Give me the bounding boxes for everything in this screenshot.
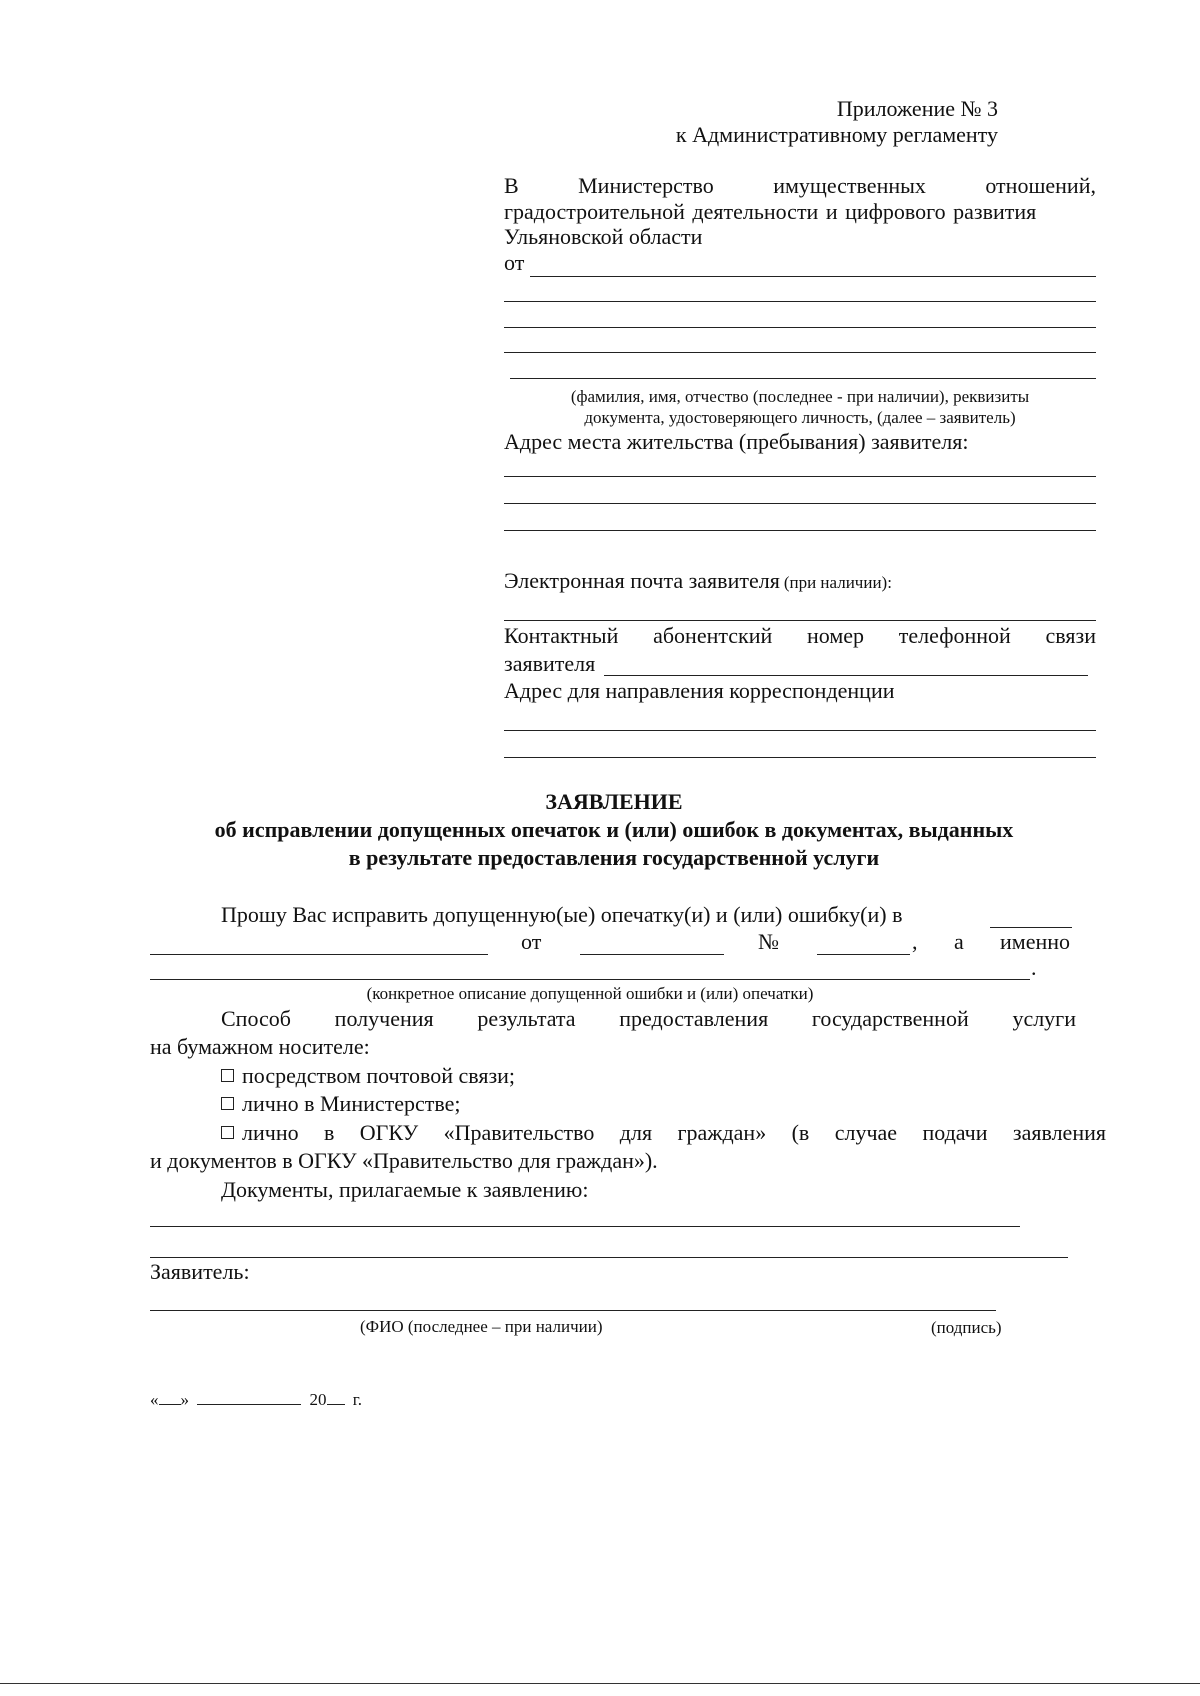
recipient-line-2: градостроительной деятельности и цифрового развития <box>504 199 1037 224</box>
correspondence-field-line[interactable] <box>504 757 1096 758</box>
option-word: лично <box>242 1120 299 1145</box>
phone-label-line-1 <box>504 623 1096 649</box>
attachments-field-line[interactable] <box>150 1226 1020 1227</box>
option-ministry[interactable] <box>221 1091 461 1117</box>
date-quote-close: » <box>180 1390 189 1409</box>
signature-field-line[interactable] <box>150 1310 996 1311</box>
applicant-hint: документа, удостоверяющего личность, (далее – заявитель) <box>584 408 1016 427</box>
method-word: государственной <box>811 1006 969 1031</box>
option-word: «Правительство <box>443 1120 595 1145</box>
method-word: получения <box>334 1006 434 1031</box>
address-field-line[interactable] <box>504 476 1096 477</box>
correspondence-field-line[interactable] <box>504 730 1096 731</box>
comma: , <box>912 929 918 954</box>
option-word: (в <box>791 1120 810 1145</box>
email-label-row <box>504 568 892 594</box>
option-word: заявления <box>1012 1120 1106 1145</box>
document-subtitle: об исправлении допущенных опечаток и (или) ошибок в документах, выданных <box>214 817 1014 842</box>
description-field-line[interactable] <box>150 979 1030 980</box>
email-hint: (при наличии): <box>783 573 892 592</box>
a-word: а <box>954 929 964 954</box>
method-line-2: на бумажном носителе: <box>150 1034 370 1059</box>
method-word: результата <box>477 1006 576 1031</box>
option-word: случае <box>834 1120 898 1145</box>
year-field[interactable] <box>327 1404 345 1405</box>
option-ogku-line-2: и документов в ОГКУ «Правительство для граждан»). <box>150 1148 658 1173</box>
namely-word: именно <box>1000 929 1071 954</box>
option-word: для <box>619 1120 653 1145</box>
option-word: в <box>323 1120 335 1145</box>
option-word: ОГКУ <box>359 1120 419 1145</box>
from-word: от <box>521 929 542 954</box>
year-prefix: 20 <box>309 1390 327 1409</box>
applicant-hint: (фамилия, имя, отчество (последнее - при наличии), реквизиты <box>570 387 1030 406</box>
attachments-field-line[interactable] <box>150 1257 1068 1258</box>
method-word: услуги <box>1012 1006 1076 1031</box>
phone-word: абонентский <box>653 623 773 648</box>
document-number-line[interactable] <box>817 954 910 955</box>
document-subtitle: в результате предоставления государственной услуги <box>348 845 880 870</box>
from-field-line[interactable] <box>530 276 1096 277</box>
option-ogku[interactable] <box>221 1120 1106 1146</box>
recipient-word: Министерство <box>578 173 714 198</box>
address-label: Адрес места жительства (пребывания) заявителя: <box>504 429 969 454</box>
recipient-word: В <box>504 173 519 198</box>
period: . <box>1031 955 1037 980</box>
from-field-line[interactable] <box>504 327 1096 328</box>
from-field-line[interactable] <box>510 378 1096 379</box>
document-name-line[interactable] <box>150 954 488 955</box>
method-word: Способ <box>221 1006 291 1031</box>
checkbox-icon[interactable] <box>221 1126 234 1139</box>
day-field[interactable] <box>159 1404 181 1405</box>
phone-word: связи <box>1045 623 1096 648</box>
phone-label-line-2: заявителя <box>504 651 596 676</box>
option-label: посредством почтовой связи; <box>242 1063 516 1088</box>
fio-hint: (ФИО (последнее – при наличии) <box>360 1317 603 1336</box>
option-label: лично в Министерстве; <box>242 1091 461 1116</box>
recipient-line-3: Ульяновской области <box>504 224 703 249</box>
from-field-line[interactable] <box>504 352 1096 353</box>
recipient-word: отношений, <box>985 173 1096 198</box>
number-sign: № <box>758 929 779 954</box>
method-line-1 <box>221 1006 1076 1032</box>
phone-word: телефонной <box>898 623 1011 648</box>
regulation-reference: к Административному регламенту <box>675 122 998 147</box>
date-quote-open: « <box>150 1390 159 1409</box>
option-word: подачи <box>922 1120 988 1145</box>
correspondence-label: Адрес для направления корреспонденции <box>504 678 895 703</box>
date-row <box>150 1390 362 1410</box>
year-suffix: г. <box>352 1390 363 1409</box>
page-edge-line <box>0 1683 1200 1684</box>
applicant-label: Заявитель: <box>150 1259 250 1284</box>
recipient-line-1 <box>504 173 1096 199</box>
email-field-line[interactable] <box>504 620 1096 621</box>
document-title: ЗАЯВЛЕНИЕ <box>545 789 683 814</box>
email-label: Электронная почта заявителя <box>504 568 780 593</box>
recipient-word: имущественных <box>773 173 926 198</box>
request-text: Прошу Вас исправить допущенную(ые) опечатку(и) и (или) ошибку(и) в <box>221 902 903 927</box>
method-word: предоставления <box>619 1006 769 1031</box>
option-postal[interactable] <box>221 1063 515 1089</box>
checkbox-icon[interactable] <box>221 1097 234 1110</box>
phone-field-line[interactable] <box>604 675 1088 676</box>
appendix-number: Приложение № 3 <box>836 96 998 121</box>
document-name-line[interactable] <box>990 927 1072 928</box>
phone-word: Контактный <box>504 623 619 648</box>
description-hint: (конкретное описание допущенной ошибки и (или) опечатки) <box>366 984 814 1003</box>
from-field-line[interactable] <box>504 301 1096 302</box>
from-label: от <box>504 250 525 275</box>
option-word: граждан» <box>677 1120 767 1145</box>
phone-word: номер <box>807 623 865 648</box>
option-ogku-first <box>221 1120 299 1146</box>
document-date-line[interactable] <box>580 954 724 955</box>
month-field[interactable] <box>197 1404 301 1405</box>
address-field-line[interactable] <box>504 503 1096 504</box>
address-field-line[interactable] <box>504 530 1096 531</box>
attachments-label: Документы, прилагаемые к заявлению: <box>221 1177 589 1202</box>
signature-hint: (подпись) <box>931 1318 1002 1337</box>
checkbox-icon[interactable] <box>221 1069 234 1082</box>
